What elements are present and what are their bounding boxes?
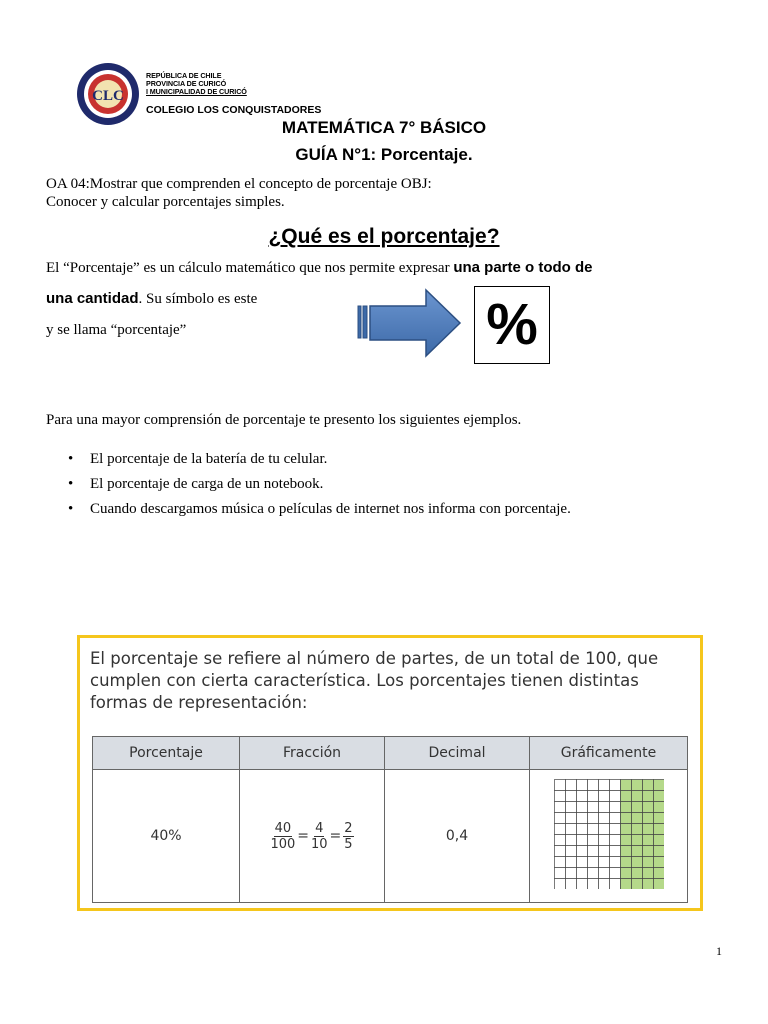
grid-cell <box>587 857 598 868</box>
grid-cell <box>609 846 620 857</box>
grid-cell <box>598 824 609 835</box>
graphic-cell <box>530 770 688 903</box>
grid-cell <box>631 857 642 868</box>
grid-cell <box>631 824 642 835</box>
grid-cell <box>576 802 587 813</box>
section-heading: ¿Qué es el porcentaje? <box>268 225 500 248</box>
grid-cell <box>565 824 576 835</box>
grid-cell <box>576 780 587 791</box>
grid-cell <box>620 802 631 813</box>
grid-cell <box>598 868 609 879</box>
grid-cell <box>609 868 620 879</box>
list-item: • El porcentaje de la batería de tu celular. <box>68 451 328 467</box>
decimal-cell: 0,4 <box>385 770 530 903</box>
grid-cell <box>598 835 609 846</box>
institution-line: I MUNICIPALIDAD DE CURICÓ <box>146 87 247 96</box>
page-subtitle: GUÍA N°1: Porcentaje. <box>295 145 473 164</box>
grid-cell <box>653 835 664 846</box>
grid-cell <box>554 780 565 791</box>
bullet-icon: • <box>68 451 74 467</box>
grid-cell <box>620 835 631 846</box>
column-header: Decimal <box>385 737 530 770</box>
grid-cell <box>653 780 664 791</box>
grid-cell <box>653 791 664 802</box>
grid-cell <box>565 868 576 879</box>
grid-cell <box>576 813 587 824</box>
grid-cell <box>653 879 664 890</box>
grid-cell <box>653 802 664 813</box>
grid-cell <box>565 780 576 791</box>
page-title: MATEMÁTICA 7° BÁSICO <box>281 118 487 137</box>
grid-cell <box>554 846 565 857</box>
svg-text:CLC: CLC <box>92 88 124 104</box>
percent-symbol-box: % <box>474 286 550 364</box>
grid-cell <box>620 879 631 890</box>
percent-cell: 40% <box>93 770 240 903</box>
grid-cell <box>554 835 565 846</box>
grid-cell <box>642 835 653 846</box>
examples-intro: Para una mayor comprensión de porcentaje te presento los siguientes ejemplos. <box>46 412 522 428</box>
grid-cell <box>631 835 642 846</box>
grid-cell <box>554 868 565 879</box>
grid-cell <box>554 879 565 890</box>
grid-cell <box>565 791 576 802</box>
examples-list <box>68 450 571 525</box>
column-header: Gráficamente <box>530 737 688 770</box>
school-seal-logo <box>76 62 140 126</box>
grid-cell <box>587 835 598 846</box>
objective-line: OA 04:Mostrar que comprenden el concepto de porcentaje OBJ: <box>46 176 432 192</box>
grid-cell <box>631 802 642 813</box>
grid-cell <box>609 835 620 846</box>
grid-cell <box>554 802 565 813</box>
grid-cell <box>642 824 653 835</box>
grid-cell <box>565 879 576 890</box>
grid-cell <box>609 780 620 791</box>
institution-line: PROVINCIA DE CURICÓ <box>146 79 227 88</box>
grid-cell <box>576 879 587 890</box>
grid-cell <box>653 824 664 835</box>
grid-cell <box>653 868 664 879</box>
page-number: 1 <box>716 944 722 958</box>
grid-cell <box>620 857 631 868</box>
grid-cell <box>642 813 653 824</box>
column-header: Fracción <box>240 737 385 770</box>
grid-cell <box>620 824 631 835</box>
grid-cell <box>609 824 620 835</box>
grid-cell <box>598 879 609 890</box>
grid-cell <box>576 868 587 879</box>
grid-cell <box>587 791 598 802</box>
grid-cell <box>598 780 609 791</box>
grid-cell <box>587 824 598 835</box>
grid-cell <box>609 791 620 802</box>
grid-cell <box>587 802 598 813</box>
grid-cell <box>576 835 587 846</box>
objective-line: Conocer y calcular porcentajes simples. <box>46 194 285 210</box>
grid-cell <box>598 846 609 857</box>
grid-cell <box>565 857 576 868</box>
grid-cell <box>565 802 576 813</box>
bullet-icon: • <box>68 476 74 492</box>
table-header-row <box>93 737 688 770</box>
grid-cell <box>642 857 653 868</box>
bullet-icon: • <box>68 501 74 517</box>
grid-cell <box>642 846 653 857</box>
grid-cell <box>598 802 609 813</box>
definition-line-1: El “Porcentaje” es un cálculo matemático que nos permite expresar una parte o todo de <box>46 259 593 276</box>
grid-cell <box>631 780 642 791</box>
grid-cell <box>598 857 609 868</box>
grid-cell <box>565 846 576 857</box>
fraction: $\frac{40}{100}$ <box>270 820 296 852</box>
grid-cell <box>631 868 642 879</box>
fraction-cell: $\frac{40}{100}$ = $\frac{4}{10}$ = $\frac{2}{5}$ <box>240 770 385 903</box>
grid-cell <box>631 846 642 857</box>
list-item: • El porcentaje de carga de un notebook. <box>68 476 324 492</box>
grid-cell <box>565 813 576 824</box>
grid-cell <box>620 780 631 791</box>
grid-cell <box>587 868 598 879</box>
grid-cell <box>620 813 631 824</box>
grid-cell <box>642 791 653 802</box>
table-row <box>93 770 688 903</box>
info-box-text: El porcentaje se refiere al número de partes, de un total de 100, que cumplen con cierta característica. Los porcentajes tienen distintas formas de representación: <box>90 649 659 712</box>
grid-cell <box>587 780 598 791</box>
representation-table <box>92 736 688 903</box>
grid-cell <box>576 791 587 802</box>
grid-cell <box>576 824 587 835</box>
column-header: Porcentaje <box>93 737 240 770</box>
grid-cell <box>631 813 642 824</box>
grid-cell <box>576 846 587 857</box>
fraction: $\frac{2}{5}$ <box>344 820 353 852</box>
right-arrow-icon <box>356 288 462 358</box>
grid-cell <box>642 868 653 879</box>
grid-cell <box>554 813 565 824</box>
grid-cell <box>631 791 642 802</box>
grid-cell <box>653 846 664 857</box>
grid-cell <box>653 813 664 824</box>
grid-cell <box>598 791 609 802</box>
grid-cell <box>609 857 620 868</box>
grid-cell <box>642 879 653 890</box>
grid-cell <box>598 813 609 824</box>
list-item: • Cuando descargamos música o películas de internet nos informa con porcentaje. <box>68 501 571 517</box>
definition-line-2: una cantidad. Su símbolo es este <box>46 290 258 307</box>
grid-cell <box>587 846 598 857</box>
grid-cell <box>609 813 620 824</box>
grid-cell <box>642 802 653 813</box>
institution-line: REPÚBLICA DE CHILE <box>146 71 222 80</box>
fraction: $\frac{4}{10}$ <box>311 820 328 852</box>
grid-cell <box>653 857 664 868</box>
grid-cell <box>620 868 631 879</box>
grid-cell <box>609 802 620 813</box>
grid-cell <box>554 791 565 802</box>
grid-cell <box>620 846 631 857</box>
grid-cell <box>587 813 598 824</box>
grid-cell <box>576 857 587 868</box>
grid-cell <box>587 879 598 890</box>
grid-cell <box>554 824 565 835</box>
school-name: COLEGIO LOS CONQUISTADORES <box>146 104 322 116</box>
grid-cell <box>642 780 653 791</box>
learning-objective <box>46 175 566 211</box>
grid-cell <box>620 791 631 802</box>
grid-cell <box>609 879 620 890</box>
hundred-grid <box>554 779 664 889</box>
grid-cell <box>631 879 642 890</box>
grid-cell <box>565 835 576 846</box>
definition-line-3: y se llama “porcentaje” <box>46 322 187 338</box>
grid-cell <box>554 857 565 868</box>
